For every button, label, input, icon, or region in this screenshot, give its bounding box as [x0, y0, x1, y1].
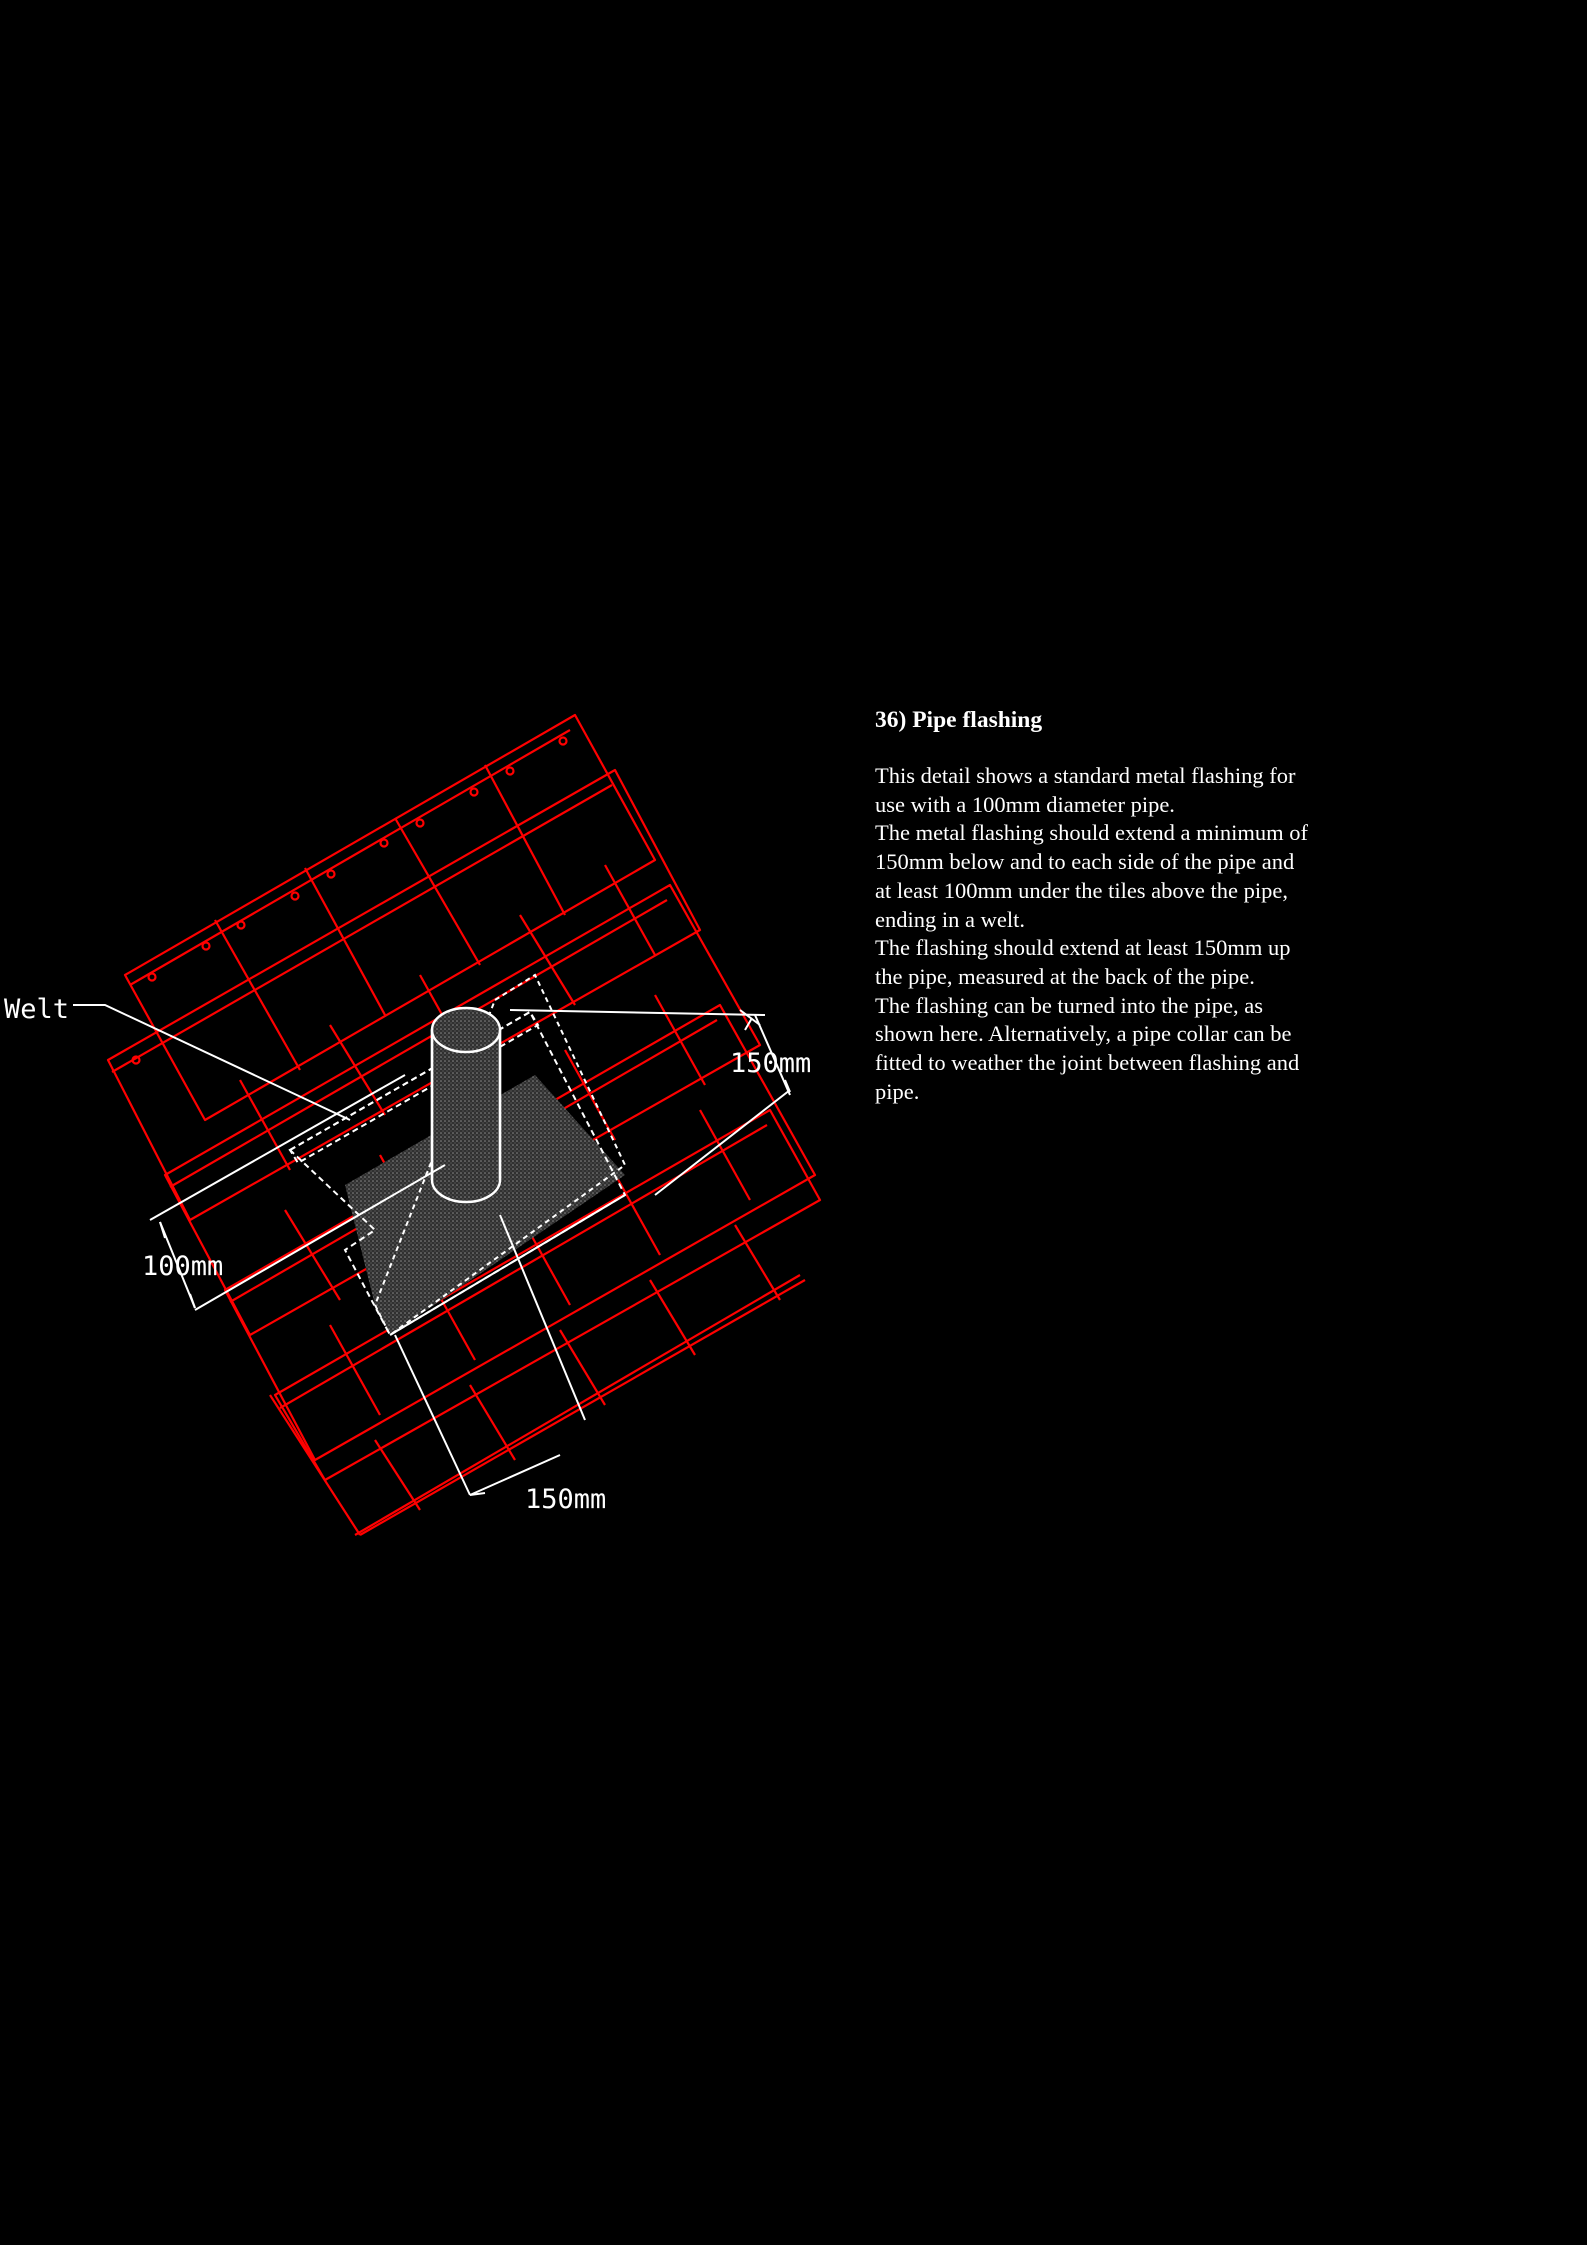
welt-leader [73, 1005, 350, 1120]
pipe-top-opening [432, 1008, 500, 1052]
dim-below-pipe-label: 150mm [525, 1484, 607, 1515]
detail-paragraph-2: The metal flashing should extend a minimum of 150mm below and to each side of the pipe and at least 100mm under the tiles above the pipe, ending in a welt. [875, 820, 1309, 932]
detail-paragraph-4: The flashing can be turned into the pipe, as shown here. Alternatively, a pipe collar can be fitted to weather the joint between flashing and pipe. [875, 992, 1300, 1104]
dim-up-pipe-label: 150mm [730, 1048, 812, 1079]
detail-paragraph-3: The flashing should extend at least 150mm up the pipe, measured at the back of the pipe. [875, 935, 1291, 989]
pipe [432, 1008, 500, 1202]
detail-notes [875, 706, 1315, 1106]
detail-paragraph-1: This detail shows a standard metal flashing for use with a 100mm diameter pipe. [875, 763, 1296, 817]
pipe-body [432, 1030, 500, 1202]
detail-title: 36) Pipe flashing [875, 707, 1043, 733]
welt-label: Welt [4, 994, 70, 1025]
dim-under-tiles-label: 100mm [142, 1251, 224, 1282]
